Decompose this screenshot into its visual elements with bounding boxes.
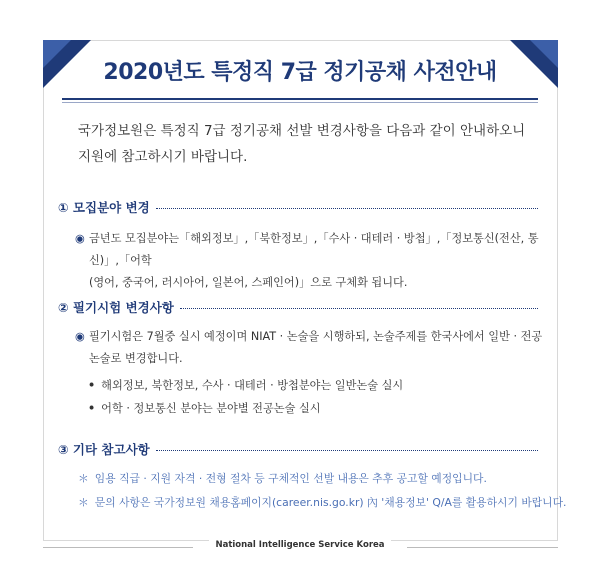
dotted-rule	[180, 308, 538, 309]
note-text: 문의 사항은 국가정보원 채용홈페이지(career.nis.go.kr) 內 '채용정보' Q/A를 활용하시기 바랍니다.	[94, 496, 567, 509]
sub-item	[88, 400, 321, 416]
note-item	[78, 471, 487, 486]
section-1-bullet	[75, 228, 545, 294]
title-divider-thin	[62, 102, 538, 103]
section-heading-label: ② 필기시험 변경사항	[58, 300, 174, 315]
intro-line-1: 국가정보원은 특정직 7급 정기공채 선발 변경사항을 다음과 같이 안내하오니	[78, 123, 526, 139]
title-divider	[62, 98, 538, 100]
sub-item-text: 해외정보, 북한정보, 수사 · 대테러 · 방첩분야는 일반논술 실시	[101, 379, 404, 392]
bullet-text-line-1: 필기시험은 7월중 실시 예정이며 NIAT · 논술을 시행하되, 논술주제를 한국사에서 일반 · 전공	[89, 330, 543, 343]
section-heading-label: ③ 기타 참고사항	[58, 442, 150, 457]
bullet-text-line-2: (영어, 중국어, 러시아어, 일본어, 스페인어)」으로 구체화 됩니다.	[89, 276, 408, 289]
dotted-rule	[156, 450, 538, 451]
footer-text: National Intelligence Service Korea	[209, 540, 390, 550]
sub-item	[88, 377, 403, 393]
footer-org-name	[0, 540, 600, 550]
bullet-text-line-2: 논술로 변경합니다.	[89, 352, 183, 365]
target-bullet-icon: ◉	[75, 330, 85, 343]
intro-line-2: 지원에 참고하시기 바랍니다.	[78, 149, 248, 165]
intro-paragraph	[78, 118, 538, 170]
dot-bullet-icon: •	[88, 379, 96, 392]
section-heading-recruitment	[58, 198, 538, 216]
section-heading-written-exam	[58, 298, 538, 316]
dotted-rule	[156, 208, 538, 209]
asterisk-icon: ＊	[78, 496, 89, 509]
section-heading-label: ① 모집분야 변경	[58, 200, 150, 215]
note-item	[78, 495, 566, 510]
note-text: 임용 직급 · 지원 자격 · 전형 절차 등 구체적인 선발 내용은 추후 공고할 예정입니다.	[94, 472, 487, 485]
section-heading-other	[58, 440, 538, 458]
bullet-text-line-1: 금년도 모집분야는「해외정보」,「북한정보」,「수사 · 대테러 · 방첩」,「정보통신(전산, 통신)」,「어학	[89, 232, 539, 267]
dot-bullet-icon: •	[88, 402, 96, 415]
target-bullet-icon: ◉	[75, 232, 85, 245]
sub-item-text: 어학 · 정보통신 분야는 분야별 전공논술 실시	[101, 402, 321, 415]
section-2-bullet	[75, 326, 545, 370]
page-title: 2020년도 특정직 7급 정기공채 사전안내	[103, 60, 497, 85]
asterisk-icon: ＊	[78, 472, 89, 485]
